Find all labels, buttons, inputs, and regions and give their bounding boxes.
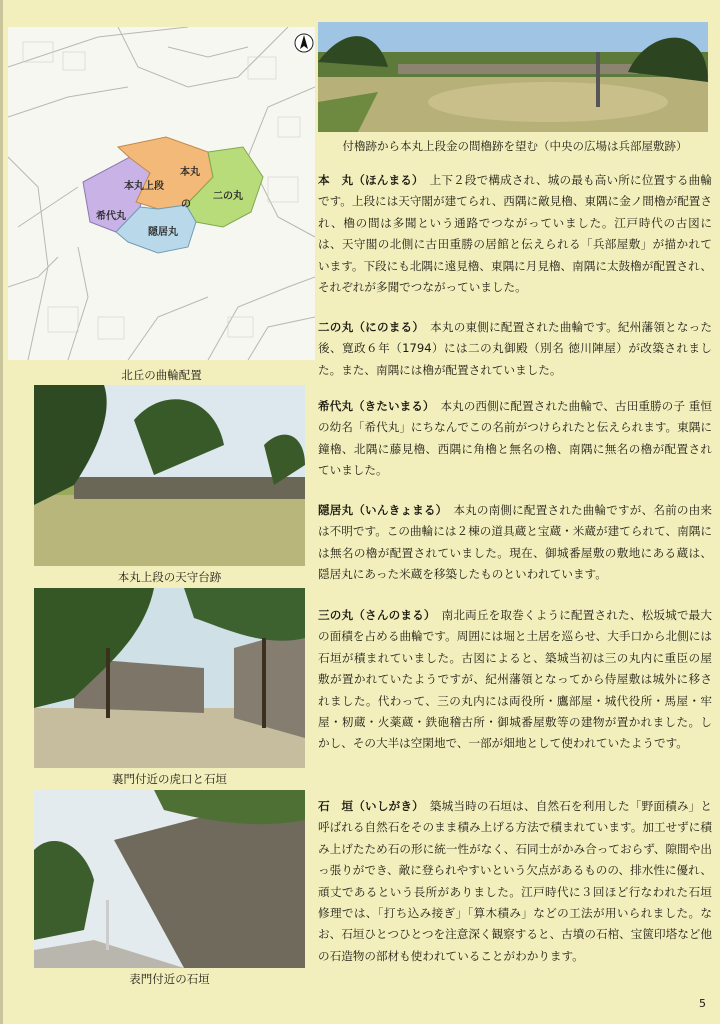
section-honmaru <box>318 170 712 298</box>
section-heading: 石 垣（いしがき） <box>318 799 419 813</box>
tenshu-site-photo <box>34 385 305 566</box>
honmaru-view-photo <box>318 22 708 132</box>
section-heading: 二の丸（にのまる） <box>318 320 419 334</box>
omotemon-caption: 表門付近の石垣 <box>129 972 210 986</box>
uramon-image <box>34 588 305 768</box>
omotemon-photo <box>34 790 305 968</box>
map-label-honmaru-upper: 本丸上段 <box>124 181 164 192</box>
section-body: 本丸の東側に配置された曲輪です。紀州藩領となった後、寛政６年（1794）には二の丸御殿（別名 徳川陣屋）が改築されました。また、南隅には櫓が配置されていました。 <box>318 320 712 377</box>
page-number: 5 <box>699 997 706 1010</box>
uramon-caption: 裏門付近の虎口と石垣 <box>112 772 227 786</box>
section-heading: 三の丸（さんのまる） <box>318 608 430 622</box>
section-sannomaru <box>318 605 712 755</box>
map-label-kitaimaru: 希代丸 <box>96 211 126 222</box>
honmaru-view-image <box>318 22 708 132</box>
section-body: 本丸の南側に配置された曲輪ですが、名前の由来は不明です。この曲輪には２棟の道具蔵と宝蔵・米蔵が建てられて、南隅には無名の櫓が配置されていました。現在、御城番屋敷の敷地にある蔵は、隠居丸にあった米蔵を移築したものといわれています。 <box>318 503 712 582</box>
section-body: 上下２段で構成され、城の最も高い所に位置する曲輪です。上段には天守閣が建てられ、西隅に敵見櫓、東隅に金ノ間櫓が配置され、櫓の間は多聞という通路でつながっていました。江戸時代の古図には、天守閣の北側に古田重勝の居館と伝えられる「兵部屋敷」が描かれています。下段にも北隅に遠見櫓、東隅に月見櫓、南隅に太鼓櫓が配置され、それぞれが多聞でつながっていました。 <box>318 173 712 295</box>
tenshu-caption: 本丸上段の天守台跡 <box>117 570 222 584</box>
section-heading: 隠居丸（いんきょまる） <box>318 503 442 517</box>
map-label-honmaru: 本丸 <box>180 167 200 178</box>
tenshu-site-image <box>34 385 305 566</box>
section-ninomaru <box>318 317 712 381</box>
uramon-photo <box>34 588 305 768</box>
top-photo-caption: 付櫓跡から本丸上段金の間櫓跡を望む（中央の広場は兵部屋敷跡） <box>342 139 688 153</box>
section-heading: 本 丸（ほんまる） <box>318 173 418 187</box>
castle-map <box>8 27 315 360</box>
section-body: 本丸の西側に配置された曲輪で、古田重勝の子 重恒の幼名「希代丸」にちなんでこの名前がつけられたと伝えられます。東隅に鐘櫓、北隅に藤見櫓、西隅に角櫓と無名の櫓、南隅に無名の櫓が配置されていました。 <box>318 399 712 478</box>
binding-edge <box>0 0 3 1024</box>
section-inkyomaru <box>318 500 712 586</box>
omotemon-image <box>34 790 305 968</box>
section-ishigaki <box>318 796 712 967</box>
map-label-no: の <box>181 199 191 210</box>
map-caption: 北丘の曲輪配置 <box>121 368 202 382</box>
map-drawing <box>8 27 315 360</box>
section-body: 南北両丘を取巻くように配置された、松坂城で最大の面積を占める曲輪です。周囲には堀と土居を巡らせ、大手口から北側には石垣が積まれていました。古図によると、築城当初は三の丸内に重臣の屋敷が置かれていたようですが、紀州藩領となってから侍屋敷は城外に移されました。代わって、三の丸内には両役所・鷹部屋・城代役所・馬屋・牢屋・籾蔵・火薬蔵・鉄砲稽古所・御城番屋敷等の建物が置かれました。しかし、その大半は空閑地で、一部が畑地として使われていたようです。 <box>318 608 712 751</box>
section-heading: 希代丸（きたいまる） <box>318 399 429 413</box>
section-kitaimaru <box>318 396 712 482</box>
map-label-inkyomaru: 隠居丸 <box>148 227 178 238</box>
section-body: 築城当時の石垣は、自然石を利用した「野面積み」と呼ばれる自然石をそのまま積み上げる方法で積まれています。加工せずに積み上げたため石の形に統一性がなく、石同士がかみ合っておらず、隙間や出っ張りができ、敵に登られやすいという欠点があるものの、排水性に優れ、頑丈であるという長所がありました。江戸時代に３回ほど行なわれた石垣修理では、「打ち込み接ぎ」「算木積み」などの工法が用いられました。なお、石垣ひとつひとつを注意深く観察すると、古墳の石棺、宝篋印塔など他の石造物の部材も使われていることがわかります。 <box>318 799 712 963</box>
map-label-ninomaru: 二の丸 <box>213 191 243 202</box>
